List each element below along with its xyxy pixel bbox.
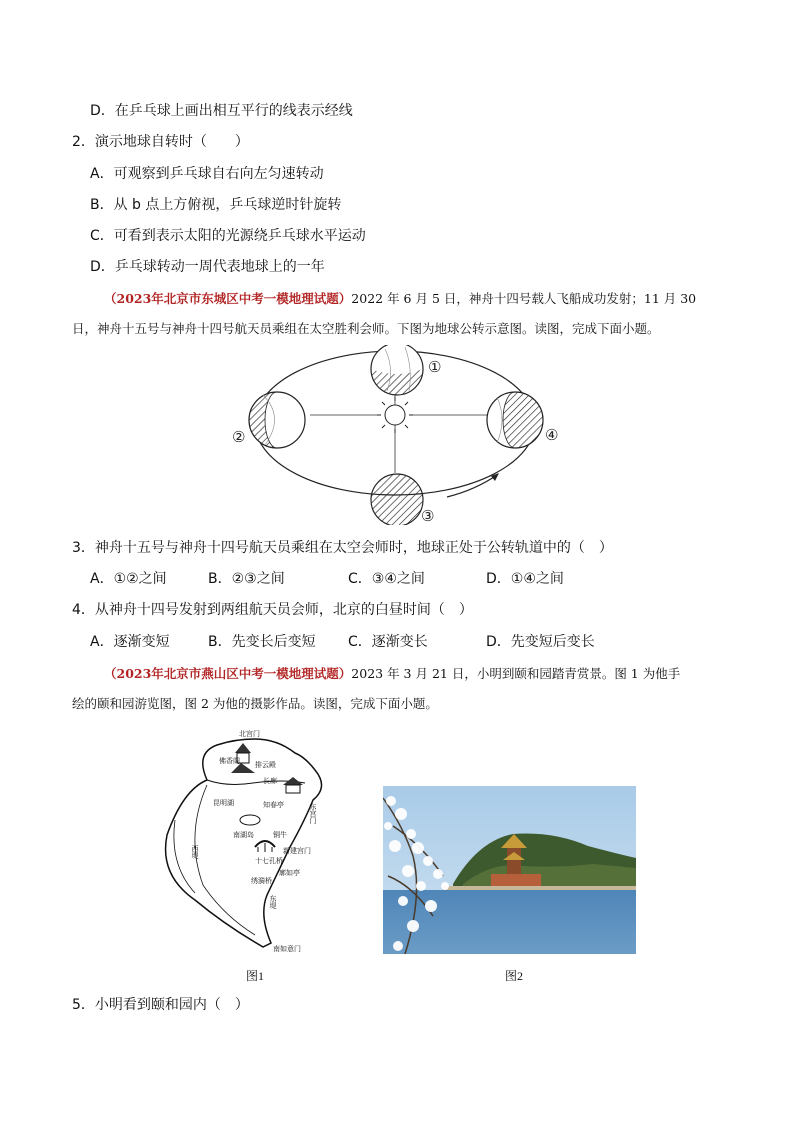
q3-option-a: A．①②之间 (90, 571, 167, 587)
map-label-east-dike: 东堤 (269, 895, 277, 909)
intro2-text1: 2023 年 3 月 21 日，小明到颐和园踏青赏景。图 1 为他手 (351, 666, 681, 681)
map-label-kuoru: 廓如亭 (279, 869, 300, 877)
intro1-line1 (104, 290, 696, 308)
intro2-source: （2023年北京市燕山区中考一模地理试题） (104, 666, 352, 681)
q2-option-a: A．可观察到乒乓球自右向左匀速转动 (90, 166, 324, 182)
orbit-label-4: ④ (545, 426, 559, 444)
summer-palace-map (155, 725, 355, 955)
map-label-east-gate: 东宫门 (309, 803, 317, 824)
revolution-arrow-icon (447, 475, 497, 497)
intro2-text2: 绘的颐和园游览图，图 2 为他的摄影作品。读图，完成下面小题。 (72, 696, 438, 711)
q3-options (90, 570, 690, 588)
bridge-icon (255, 841, 275, 852)
map-label-corridor: 长廊 (263, 777, 277, 785)
q4-option-c: C．逐渐变长 (348, 634, 428, 650)
map-label-north-gate: 北宫门 (239, 730, 260, 738)
earth-orbit-diagram (225, 345, 565, 525)
map-label-new-gate: 新建宫门 (283, 847, 311, 855)
q2-option-c: C．可看到表示太阳的光源绕乒乓球水平运动 (90, 228, 366, 244)
q5-stem: 5．小明看到颐和园内（ ） (72, 997, 249, 1013)
figure-1-caption: 图1 (246, 969, 265, 983)
map-label-lake: 昆明湖 (213, 799, 234, 807)
map-label-tower: 佛香阁 (219, 757, 240, 765)
earth-position-2 (249, 392, 305, 448)
summer-palace-photo (383, 786, 636, 954)
orbit-label-1: ① (428, 358, 442, 376)
pavilion-icon (283, 777, 303, 793)
intro1-text2: 日，神舟十五号与神舟十四号航天员乘组在太空胜利会师。下图为地球公转示意图。读图，完成下面小题。 (72, 321, 660, 336)
map-label-xiuyi: 绣漪桥 (251, 877, 272, 885)
q2-option-b: B．从 b 点上方俯视，乒乓球逆时针旋转 (90, 197, 342, 213)
q3-option-d: D．①④之间 (486, 571, 564, 587)
earth-position-4 (487, 392, 543, 448)
intro1-source: （2023年北京市东城区中考一模地理试题） (104, 291, 352, 306)
q3-stem: 3．神舟十五号与神舟十四号航天员乘组在太空会师时，地球正处于公转轨道中的（ ） (72, 540, 613, 556)
q4-option-d: D．先变短后变长 (486, 634, 595, 650)
map-label-south-gate: 南如意门 (273, 945, 301, 953)
intro2-line1 (104, 665, 680, 683)
map-label-bronze-ox: 铜牛 (273, 831, 287, 839)
q4-stem: 4．从神舟十四号发射到两组航天员会师，北京的白昼时间（ ） (72, 602, 473, 618)
q2-option-d: D．乒乓球转动一周代表地球上的一年 (90, 259, 325, 275)
earth-position-1 (371, 345, 423, 395)
earth-position-3 (371, 474, 423, 525)
map-label-west-dike: 西堤 (191, 845, 199, 859)
island-icon (240, 815, 260, 825)
orbit-label-3: ③ (421, 507, 435, 525)
q3-option-c: C．③④之间 (348, 571, 425, 587)
map-label-bridge: 十七孔桥 (255, 857, 283, 865)
orbit-label-2: ② (232, 428, 246, 446)
q2-stem: 2．演示地球自转时（ ） (72, 134, 249, 150)
map-label-hall: 排云殿 (255, 761, 276, 769)
intro1-text1: 2022 年 6 月 5 日，神舟十四号载人飞船成功发射；11 月 30 (351, 291, 697, 306)
map-label-pavilion: 知春亭 (263, 801, 284, 809)
q4-options (90, 633, 690, 651)
map-label-island: 南湖岛 (233, 831, 254, 839)
figure-2-caption: 图2 (505, 969, 524, 983)
q4-option-a: A．逐渐变短 (90, 634, 170, 650)
q3-option-b: B．②③之间 (208, 571, 285, 587)
q1-option-d: D．在乒乓球上画出相互平行的线表示经线 (90, 103, 353, 119)
q4-option-b: B．先变长后变短 (208, 634, 316, 650)
